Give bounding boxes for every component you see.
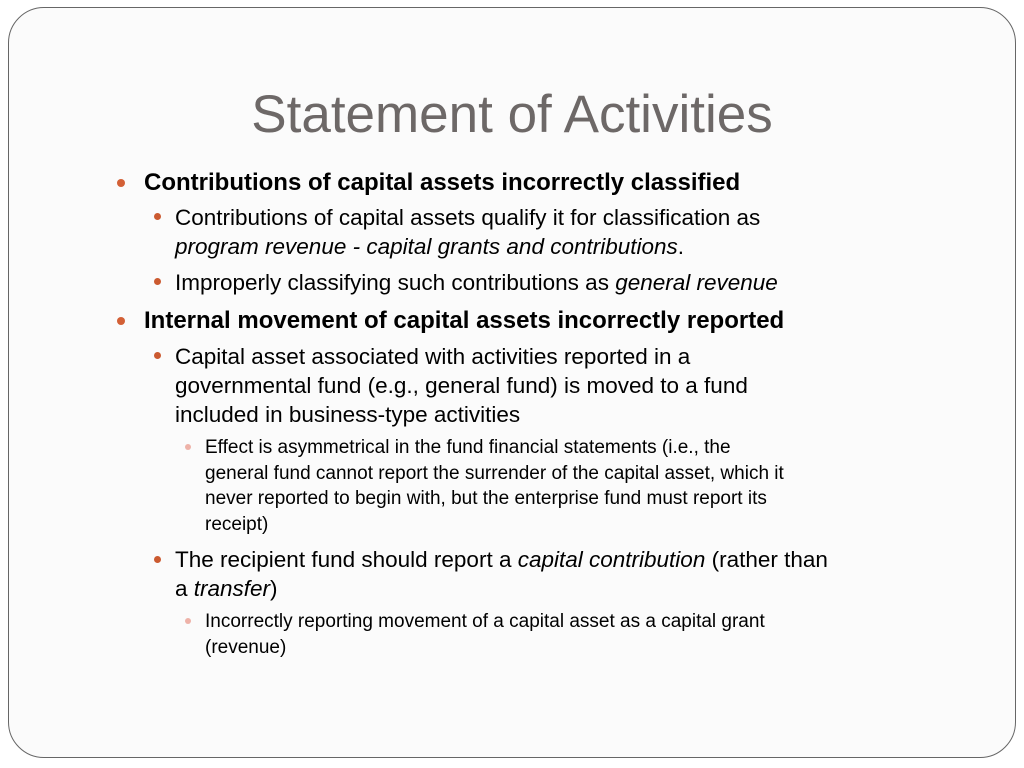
bullet-level3-icon <box>185 444 191 450</box>
bullet-text-line: (revenue) <box>205 636 287 658</box>
bullet-text-line: Capital asset associated with activities reported in a <box>175 344 691 369</box>
bullet-level2-icon <box>154 352 161 359</box>
bullet-text-line: never reported to begin with, but the enterprise fund must report its <box>205 488 767 509</box>
suffix-text: . <box>677 234 685 259</box>
suffix-text: (rather than <box>705 547 828 572</box>
bullet-level1-internal-movement <box>144 306 944 335</box>
bullet-level2-qualify <box>175 203 975 261</box>
bullet-text: Improperly classifying such contributions as <box>175 270 616 295</box>
bullet-level2-icon <box>154 278 161 285</box>
bullet-level3-icon <box>185 618 191 624</box>
bullet-text: Contributions of capital assets incorrectly classified <box>144 169 741 196</box>
italic-text: capital contribution <box>517 547 706 572</box>
bullet-level2-capital-asset <box>175 342 975 429</box>
prefix-text: The recipient fund should report a <box>175 547 518 572</box>
italic-text: general revenue <box>615 270 778 295</box>
bullet-text: Internal movement of capital assets incorrectly reported <box>144 307 785 334</box>
italic-text: program revenue - capital grants and contributions <box>175 234 678 259</box>
bullet-text-line <box>175 574 985 603</box>
bullet-level2-icon <box>154 213 161 220</box>
slide-title: Statement of Activities <box>251 85 773 144</box>
bullet-text-line <box>175 545 985 574</box>
bullet-level1-icon <box>117 179 125 187</box>
bullet-text-line: Incorrectly reporting movement of a capital asset as a capital grant <box>205 611 765 632</box>
bullet-text-line: Effect is asymmetrical in the fund financial statements (i.e., the <box>205 437 731 458</box>
bullet-level2-recipient-fund <box>175 545 985 603</box>
bullet-text-line: included in business-type activities <box>175 402 521 427</box>
bullet-level3-incorrectly-reporting <box>205 609 995 660</box>
bullet-text-line: governmental fund (e.g., general fund) is moved to a fund <box>175 373 748 398</box>
prefix-text: a <box>175 576 194 601</box>
bullet-text-line: Contributions of capital assets qualify it for classification as <box>175 205 761 230</box>
bullet-level3-effect <box>205 435 995 537</box>
bullet-level2-improperly <box>175 268 975 297</box>
bullet-level2-icon <box>154 556 161 563</box>
bullet-text-line: receipt) <box>205 513 269 535</box>
bullet-level1-icon <box>117 317 125 325</box>
suffix-text: ) <box>270 576 278 601</box>
italic-text: transfer <box>193 576 271 601</box>
bullet-text-line <box>175 232 975 261</box>
bullet-text-line: general fund cannot report the surrender of the capital asset, which it <box>205 462 784 484</box>
bullet-level1-contributions <box>144 168 944 197</box>
